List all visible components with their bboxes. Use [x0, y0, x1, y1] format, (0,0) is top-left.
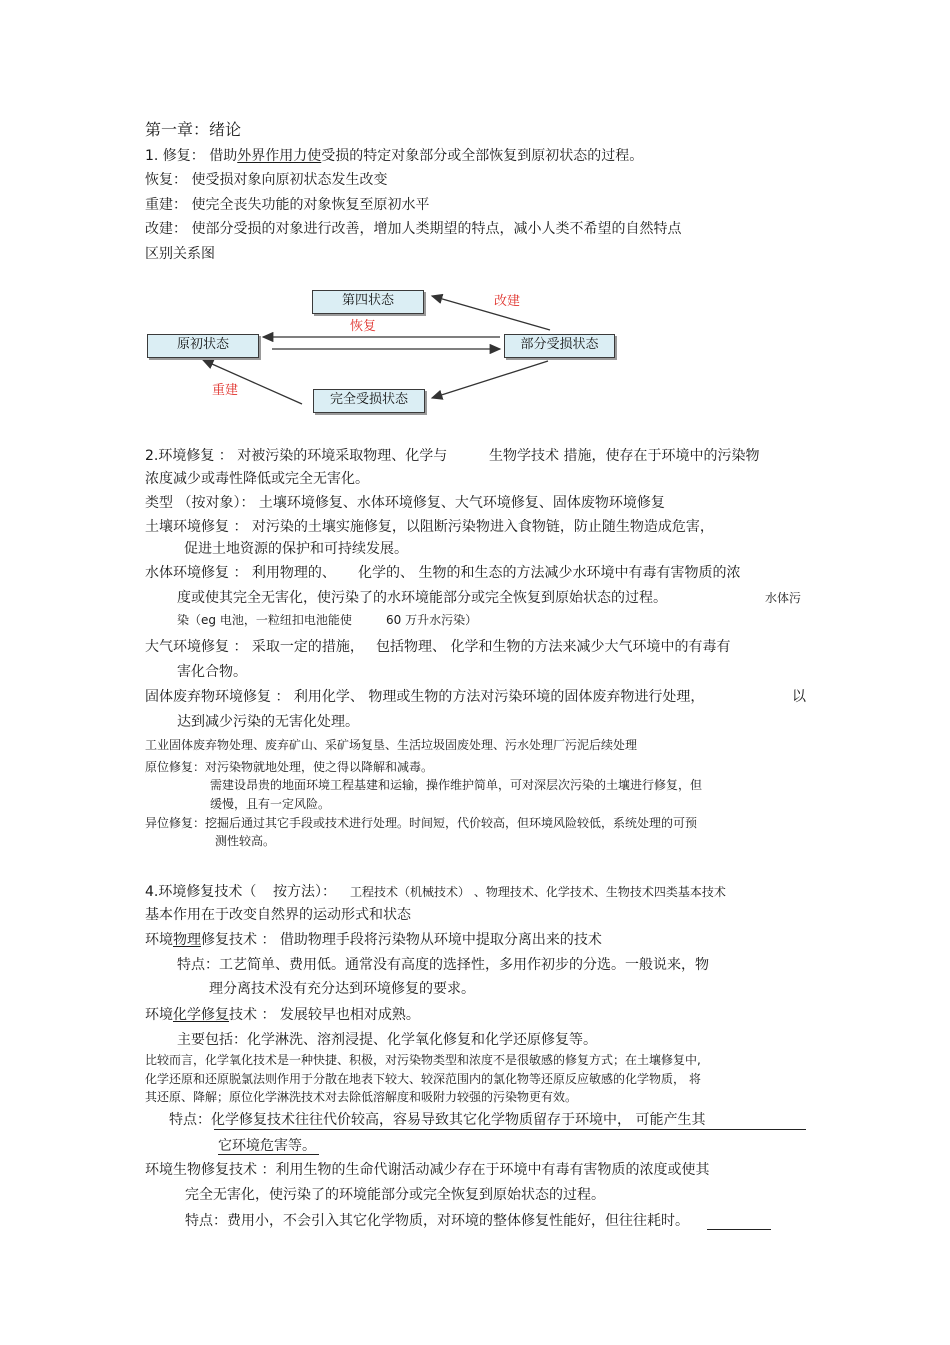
water-pollution-example-b: 60 万升水污染） [386, 613, 478, 627]
in-situ-repair-detail: 需建设昂贵的地面环境工程基建和运输，操作维护简单，可对深层次污染的土壤进行修复，但 [210, 778, 703, 792]
text-segment: 技术 ： 发展较早也相对成熟。 [229, 1007, 420, 1023]
env-repair-definition-a: 2.环境修复 ： 对被污染的环境采取物理、化学与 [145, 448, 448, 464]
chemical-features-cont: 它环境危害等。 [218, 1138, 316, 1154]
solid-waste-types: 工业固体废弃物处理、废弃矿山、采矿场复垦、生活垃圾固废处理、污水处理厂污泥后续处理 [145, 738, 638, 752]
state-original-box: 原初状态 [147, 334, 259, 358]
label-huifu: 恢复 [350, 319, 377, 334]
solid-waste-repair: 固体废弃物环境修复 ： 利用化学、 物理或生物的方法对污染环境的固体废弃物进行处理， [145, 689, 705, 705]
physical-features: 特点：工艺简单、费用低。通常没有高度的选择性，多用作初步的分选。一般说来，物 [177, 957, 709, 973]
ex-situ-repair-cont: 测性较高。 [215, 834, 276, 848]
text-segment: 受损的特定对象部分或全部恢复到原初状态的过程。 [321, 148, 644, 164]
solid-waste-repair-end: 以 [792, 689, 806, 705]
bio-features: 特点：费用小，不会引入其它化学物质，对环境的整体修复性能好，但往往耗时。 [185, 1213, 689, 1229]
in-situ-repair: 原位修复：对污染物就地处理，使之得以降解和减毒。 [145, 760, 434, 774]
state-fourth-box: 第四状态 [312, 290, 424, 314]
repair-tech-heading-a: 4.环境修复技术（ [145, 884, 257, 900]
chemical-comparison-2: 化学还原和还原脱氯法则作用于分散在地表下较大、较深范围内的氯化物等还原反应敏感的化学物质， 将 [145, 1072, 701, 1086]
chemical-repair-tech [145, 1006, 420, 1024]
env-repair-definition-b: 生物学技术 措施，使存在于环境中的污染物 [489, 448, 760, 464]
water-repair-b: 化学的、 生物的和生态的方法减少水环境中有毒有害物质的浓 [358, 565, 741, 581]
air-repair-cont: 害化合物。 [177, 664, 247, 680]
physical-repair-tech [145, 931, 602, 949]
underlined-term: 外界作用力使 [237, 148, 322, 164]
in-situ-repair-detail-cont: 缓慢，且有一定风险。 [210, 797, 331, 811]
text-segment: 修复技术 ： 借助物理手段将污染物从环境中提取分离出来的技术 [201, 932, 602, 948]
water-repair-cont: 度或使其完全无害化，使污染了的水环境能部分或完全恢复到原始状态的过程。 [177, 590, 667, 606]
label-chongjian: 重建 [212, 383, 239, 398]
air-repair-a: 大气环境修复 ： 采取一定的措施， [145, 639, 364, 655]
chemical-comparison-3: 其还原、降解；原位化学淋洗技术对去除低溶解度和吸附力较强的污染物更有效。 [145, 1090, 578, 1104]
env-repair-definition-cont: 浓度减少或毒性降低或完全无害化。 [145, 471, 369, 487]
chapter-title: 第一章：绪论 [145, 120, 242, 139]
chemical-comparison-1: 比较而言，化学氧化技术是一种快捷、积极，对污染物类型和浓度不是很敏感的修复方式；在土壤修复中, [145, 1053, 701, 1067]
water-pollution-note: 水体污 [765, 591, 802, 605]
physical-features-cont: 理分离技术没有充分达到环境修复的要求。 [209, 981, 475, 997]
arrow-damage [432, 361, 548, 398]
soil-repair: 土壤环境修复 ： 对污染的土壤实施修复，以阻断污染物进入食物链，防止随生物造成危害， [145, 519, 714, 535]
repair-tech-types: 工程技术（机械技术） 、物理技术、化学技术、生物技术四类基本技术 [350, 885, 726, 899]
soil-repair-cont: 促进土地资源的保护和可持续发展。 [184, 541, 408, 557]
diagram-caption: 区别关系图 [145, 246, 215, 262]
repair-tech-basic-role: 基本作用在于改变自然界的运动形式和状态 [145, 907, 411, 923]
bio-repair-tech: 环境生物修复技术 ：利用生物的生命代谢活动减少存在于环境中有毒有害物质的浓度或使其 [145, 1162, 710, 1178]
water-pollution-example-a: 染（eg 电池，一粒纽扣电池能使 [177, 613, 352, 627]
state-partial-damage-box: 部分受损状态 [504, 334, 615, 358]
label-gaijian: 改建 [494, 294, 521, 309]
repair-tech-heading-b: 按方法）： [273, 884, 336, 900]
definition-recovery: 恢复： 使受损对象向原初状态发生改变 [145, 172, 388, 188]
text-segment: 1. 修复： 借助 [145, 148, 238, 164]
solid-waste-repair-cont: 达到减少污染的无害化处理。 [177, 714, 359, 730]
types-by-object: 类型 （按对象）： 土壤环境修复、水体环境修复、大气环境修复、固体废物环境修复 [145, 495, 665, 511]
arrow-gaijian [432, 296, 550, 330]
underline-rule [218, 1154, 319, 1155]
air-repair-b: 包括物理、 化学和生物的方法来减少大气环境中的有毒有 [376, 639, 731, 655]
state-complete-damage-box: 完全受损状态 [313, 389, 425, 413]
text-segment: 环境 [145, 932, 173, 948]
text-segment: 环境 [145, 1007, 173, 1023]
underlined-term: 物理 [173, 932, 201, 948]
chemical-main-methods: 主要包括：化学淋洗、溶剂浸提、化学氧化修复和化学还原修复等。 [177, 1032, 597, 1048]
underline-rule [707, 1229, 771, 1230]
water-repair-a: 水体环境修复 ： 利用物理的、 [145, 565, 336, 581]
underlined-term: 化学修复 [173, 1007, 229, 1023]
definition-rebuild: 重建： 使完全丧失功能的对象恢复至原初水平 [145, 197, 430, 213]
ex-situ-repair: 异位修复：挖掘后通过其它手段或技术进行处理。时间短，代价较高，但环境风险较低，系统处理的可预 [145, 816, 698, 830]
bio-repair-tech-cont: 完全无害化，使污染了的环境能部分或完全恢复到原始状态的过程。 [185, 1187, 605, 1203]
definition-reconstruct: 改建： 使部分受损的对象进行改善，增加人类期望的特点，减小人类不希望的自然特点 [145, 221, 682, 237]
chemical-features: 特点：化学修复技术往往代价较高，容易导致其它化学物质留存于环境中， 可能产生其 [169, 1112, 706, 1128]
underline-rule [214, 1129, 806, 1130]
